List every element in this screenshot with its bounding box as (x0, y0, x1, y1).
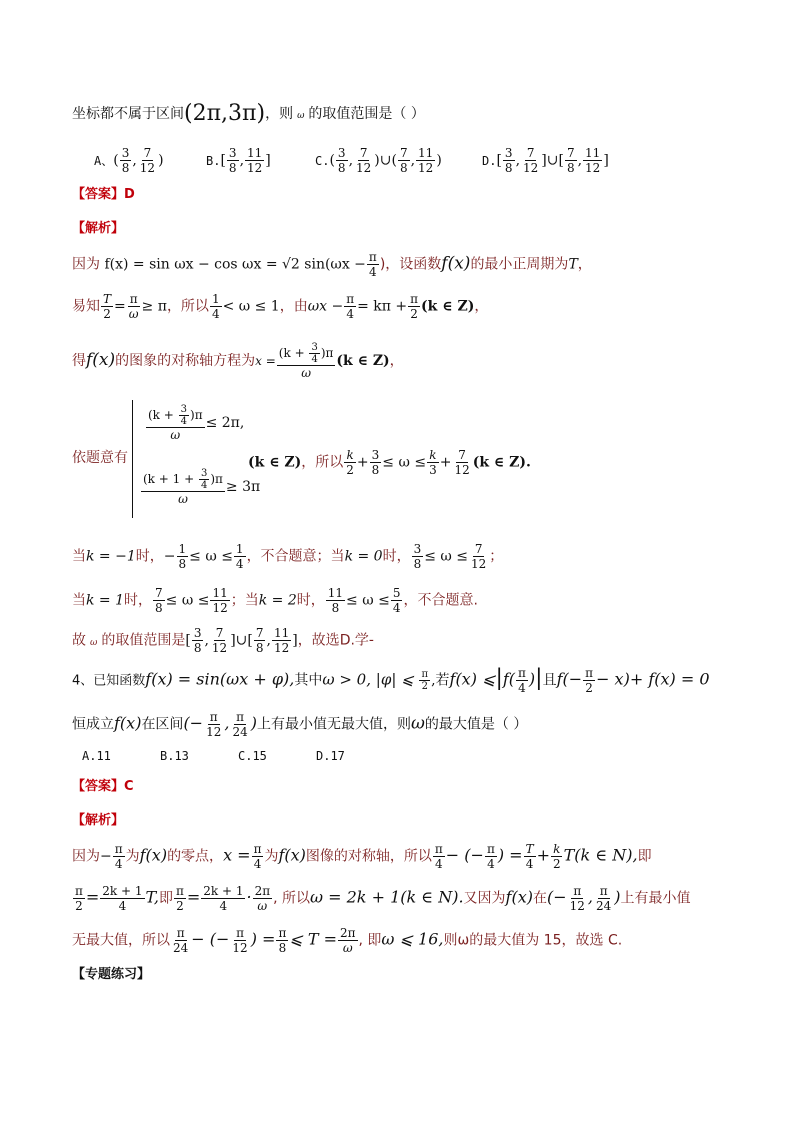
answer-label: 【答案】C (72, 779, 134, 794)
interval-2pi-3pi: (2π,3π) (184, 101, 266, 126)
text: ，故选 (297, 632, 340, 649)
text: 故 (72, 632, 86, 649)
analysis-2-line-1: 因为− $\frac{\pi}{4}$ 为f(x)的零点，x = $\frac{\pi}{4}$ 为f(x)图像的对称轴，所以 $\frac{\pi}{4}$ − (− $\frac{\pi}{4}$ ) = $\frac{T}{4}$ + $\frac{k}{2}$ T(k ∈ N),即 (72, 842, 652, 871)
math: k = −1 (86, 548, 136, 565)
math: ω > 0, |φ| ⩽ (322, 670, 419, 689)
math: f(x) ⩽ (449, 669, 496, 689)
math: T, (145, 887, 159, 907)
option-d: D.[ $\frac{3}{8}$ , $\frac{7}{12}$ ]∪[ $\frac{7}{8}$ , $\frac{11}{12}$ ] (482, 146, 609, 175)
text: 时， (382, 548, 411, 565)
text: 即 (637, 848, 652, 865)
analysis-label: 【解析】 (72, 221, 125, 236)
solution-line-1: 因为 f(x) = sin ωx − cos ωx = √2 sin(ωx − $\frac{\pi}{4}$ )，设函数f(x)的最小正周期为T， (72, 250, 592, 279)
text: ， (577, 256, 592, 273)
text: 的图象的对称轴方程为 (115, 353, 256, 369)
question-4-line-2: 恒成立f(x)在区间(− $\frac{\pi}{12}$ , $\frac{\pi}{24}$ )上有最小值无最大值，则ω的最大值是（ ） (72, 710, 528, 739)
text: 为 (264, 848, 279, 865)
math: ω (411, 713, 425, 734)
text: 得 (72, 353, 86, 369)
text: ； (489, 548, 504, 565)
text: 在 (532, 890, 547, 907)
math: x = (223, 845, 251, 865)
text: 上有最小值无最大值，则 (257, 716, 411, 733)
math: ≤ ω ≤ (189, 548, 233, 565)
text: ，所以 (166, 298, 209, 315)
analysis-1-heading (72, 218, 124, 239)
omega-symbol: ω (90, 637, 98, 648)
text: 恒成立 (72, 716, 114, 733)
math: (k ∈ Z) (336, 353, 390, 369)
analysis-2-heading (72, 810, 124, 831)
period-T: T (568, 256, 578, 273)
math: f(x) (139, 845, 168, 865)
math: ωx − (307, 298, 344, 315)
text: 依题意有 (72, 450, 128, 466)
analysis-label: 【解析】 (72, 813, 125, 828)
math: T(k ∈ N), (563, 845, 638, 865)
math: f(x) (505, 887, 533, 907)
text: 时， (124, 592, 153, 609)
text: 4、已知函数 (72, 673, 146, 689)
text: ，由 (279, 298, 308, 315)
text: 当 (72, 592, 86, 609)
solution-line-4-label (72, 448, 128, 468)
math: ≥ π (141, 298, 167, 315)
text: 图像的对称轴，所以 (305, 848, 432, 865)
inequality-2: (k + 1 + $\frac{3}{4}$ )π ω ≥ 3π (143, 468, 261, 506)
q4-option-c: C.15 (238, 749, 267, 763)
text: 且 (542, 672, 557, 689)
fx: f(x) (441, 253, 471, 274)
text: ， (389, 353, 404, 369)
option-d-label: D. (482, 153, 497, 168)
solution-line-4-rest: (k ∈ Z)，所以 $\frac{k}{2}$ + $\frac{3}{8}$ ≤ ω ≤ $\frac{k}{3}$ + $\frac{7}{12}$ (k ∈ Z). (248, 448, 531, 477)
math: + f(x) = 0 (629, 669, 710, 689)
analysis-2-line-2: $\frac{\pi}{2}$ = $\frac{2k + 1}{4}$ T,即 $\frac{\pi}{2}$ = $\frac{2k + 1}{4}$ · $\frac{2\pi}{\omega}$ , 所以ω = 2k + 1(k ∈ N).又因为f(x)在(− $\frac{\pi}{12}$ , $\frac{\pi}{24}$ )上有最小值 (75, 884, 691, 913)
text: 上有最小值 (620, 890, 691, 907)
solution-line-3: 得f(x)的图象的对称轴方程为x = (k + $\frac{3}{4}$ )π ω (k ∈ Z)， (72, 342, 404, 380)
option-a-label: A、 (94, 153, 114, 168)
solution-line-7: 故ω 的取值范围是[ $\frac{3}{8}$ , $\frac{7}{12}$ ]∪[ $\frac{7}{8}$ , $\frac{11}{12}$ ]，故选D.学- (72, 626, 374, 655)
text: 的最小正周期为 (470, 256, 569, 273)
answer-1 (72, 184, 135, 205)
inequality-1: (k + $\frac{3}{4}$ )π ω ≤ 2π, (148, 404, 245, 442)
option-c: C.( $\frac{3}{8}$ , $\frac{7}{12}$ )∪( $\frac{7}{8}$ , $\frac{11}{12}$ ) (315, 146, 442, 175)
text: 又因为 (463, 890, 506, 907)
text: ；当 (230, 592, 259, 609)
text: 当 (72, 548, 86, 565)
math: f(x) (278, 845, 306, 865)
q4-option-b: B.13 (160, 749, 189, 763)
math: x = (255, 354, 276, 368)
text: 因为 (72, 848, 100, 865)
solution-line-6: 当k = 1时， $\frac{7}{8}$ ≤ ω ≤ $\frac{11}{12}$ ；当k = 2时， $\frac{11}{8}$ ≤ ω ≤ $\frac{5}{4}$ ，不合题意. (72, 586, 478, 615)
text: 的零点， (167, 848, 224, 865)
math: ⩽ T = (289, 929, 337, 949)
text: ，不合题意；当 (246, 548, 345, 565)
math: ≤ ω ≤ (382, 454, 427, 471)
section-heading: 【专题练习】 (72, 967, 151, 982)
option-c-label: C. (315, 153, 330, 168)
q4-option-a: A.11 (82, 749, 111, 763)
math: < ω ≤ 1 (222, 298, 280, 315)
math: ≤ ω ≤ (424, 548, 469, 565)
solution-line-2: 易知 $\frac{T}{2}$ = $\frac{\pi}{\omega}$ ≥ π，所以 $\frac{1}{4}$ < ω ≤ 1，由ωx − $\frac{\pi}{4}$ = kπ + $\frac{\pi}{2}$ (k ∈ Z)， (72, 292, 489, 321)
option-b-label: B. (206, 153, 221, 168)
stem-question: 的取值范围是（ ） (308, 106, 425, 122)
q4-option-d: D.17 (316, 749, 345, 763)
text: , 即 (358, 932, 382, 949)
fx: f(x) (86, 350, 116, 370)
text: 即 (158, 890, 173, 907)
text: 因为 (72, 256, 100, 273)
math: ≤ ω ≤ (346, 592, 390, 609)
analysis-2-line-3: 无最大值，所以 $\frac{\pi}{24}$ − (− $\frac{\pi}{12}$ ) = $\frac{\pi}{8}$ ⩽ T = $\frac{2\pi}{\omega}$ , 即ω ⩽ 16,则ω的最大值为 15，故选 C. (72, 926, 623, 955)
text: 则ω的最大值为 15，故选 C. (443, 932, 623, 949)
math: k = 0 (344, 548, 383, 565)
text: ,若 (431, 672, 450, 689)
text: 的取值范围是 (101, 632, 186, 649)
text: 为 (125, 848, 140, 865)
math: ≤ ω ≤ (165, 592, 210, 609)
solution-line-5: 当k = −1时，− $\frac{1}{8}$ ≤ ω ≤ $\frac{1}{4}$ ，不合题意；当k = 0时， $\frac{3}{8}$ ≤ ω ≤ $\frac{7}{12}$ ； (72, 542, 504, 571)
text: 的最大值是（ ） (424, 716, 528, 733)
special-practice-heading (72, 964, 150, 985)
math: f(x) (114, 713, 142, 733)
omega-symbol: ω (297, 111, 305, 121)
system-brace (132, 400, 133, 518)
math: = kπ + (357, 298, 408, 315)
equation: f(x) = sin ωx − cos ωx = √2 sin(ωx − (104, 256, 366, 273)
math: (k ∈ Z) (248, 454, 302, 471)
math: f(x) = sin(ωx + φ), (145, 669, 295, 689)
text: 易知 (72, 298, 100, 315)
answer-label: 【答案】D (72, 187, 135, 202)
question-4-line-1: 4、已知函数f(x) = sin(ωx + φ),其中ω > 0, |φ| ⩽ $\frac{\pi}{2}$ ,若f(x) ⩽|f( $\frac{\pi}{4}$ )|且f(− $\frac{\pi}{2}$ − x)+ f(x) = 0 (72, 665, 710, 695)
text: 在区间 (141, 716, 184, 733)
question-stem-tail (72, 101, 425, 126)
text: )，设函数 (379, 256, 442, 273)
answer-2 (72, 776, 134, 797)
text: D.学- (339, 632, 374, 649)
math: k = 1 (86, 592, 125, 609)
stem-text: 坐标都不属于区间 (72, 106, 184, 122)
text: 其中 (294, 672, 323, 689)
options-row-1: A、( $\frac{3}{8}$ , $\frac{7}{12}$ ) (94, 146, 164, 175)
math: (k ∈ Z) (421, 298, 475, 315)
text: ， (474, 298, 489, 315)
math: ω ⩽ 16, (381, 929, 444, 949)
math: (k ∈ Z). (472, 454, 531, 471)
math: ω = 2k + 1(k ∈ N). (310, 887, 464, 907)
text: 时， (296, 592, 325, 609)
text: ，所以 (301, 454, 344, 471)
text: 时， (135, 548, 164, 565)
question-4-options (82, 746, 345, 766)
math: k = 2 (258, 592, 297, 609)
option-b: B.[ $\frac{3}{8}$ , $\frac{11}{12}$ ] (206, 146, 271, 175)
stem-text-2: ，则 (265, 106, 294, 122)
text: , 所以 (273, 890, 310, 907)
text: 无最大值，所以 (72, 932, 170, 949)
text: ，不合题意. (403, 592, 478, 609)
